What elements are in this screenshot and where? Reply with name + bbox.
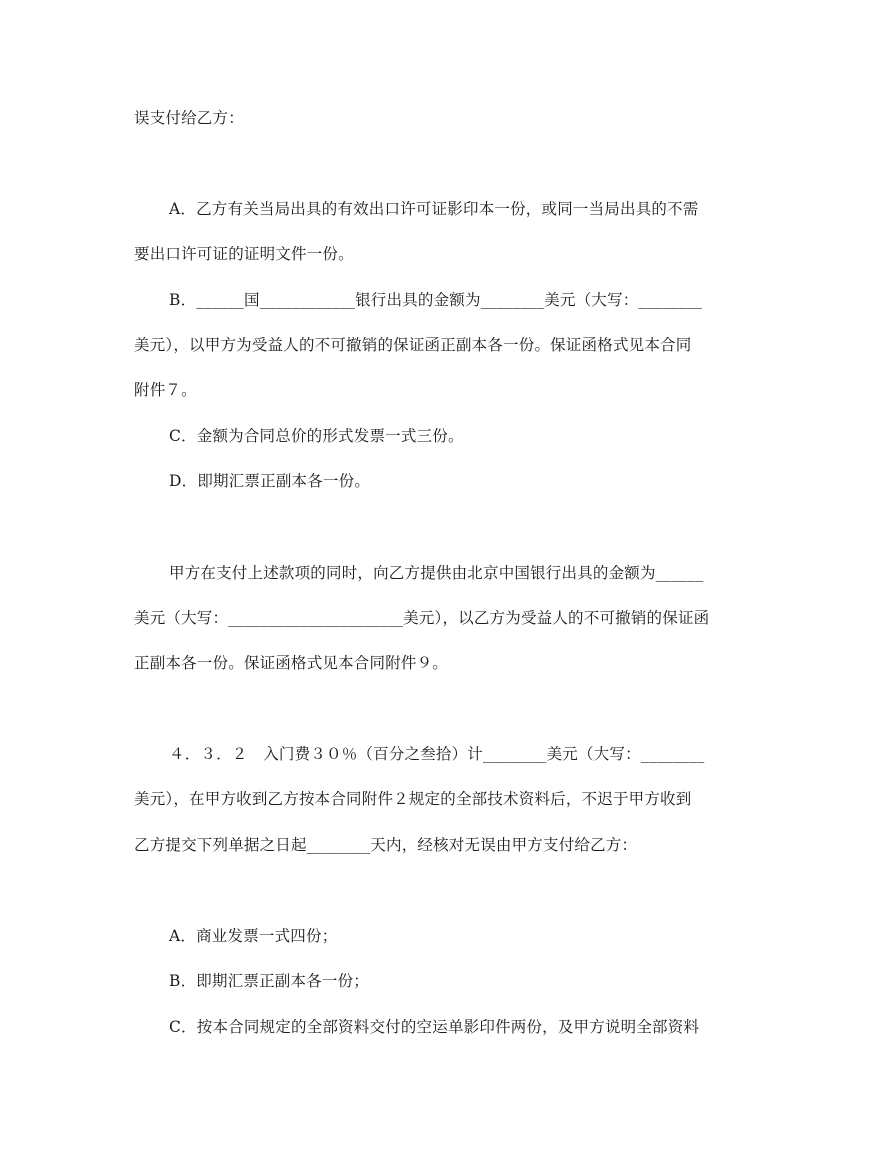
item-b-line-1: B．______国____________银行出具的金额为________美元（大写：________	[169, 291, 703, 309]
item-a-line-1: A．乙方有关当局出具的有效出口许可证影印本一份，或同一当局出具的不需	[169, 200, 699, 218]
item-d-line: D．即期汇票正副本各一份。	[169, 472, 371, 490]
item-c-line: C．金额为合同总价的形式发票一式三份。	[169, 427, 464, 445]
item-b-line-2: 美元），以甲方为受益人的不可撤销的保证函正副本各一份。保证函格式见本合同	[134, 336, 692, 354]
text-line-continuation: 误支付给乙方：	[134, 109, 244, 127]
doc-item-a-line: A．商业发票一式四份；	[169, 927, 338, 945]
paragraph-guarantee-line-2: 美元（大写：______________________美元），以乙方为受益人的不可撤销的保证函	[134, 609, 710, 627]
clause-4-3-2-line-2: 美元），在甲方收到乙方按本合同附件２规定的全部技术资料后，不迟于甲方收到	[134, 790, 692, 808]
paragraph-guarantee-line-1: 甲方在支付上述款项的同时，向乙方提供由北京中国银行出具的金额为______	[169, 564, 704, 582]
item-b-line-3: 附件７。	[134, 381, 197, 399]
item-a-line-2: 要出口许可证的证明文件一份。	[134, 245, 354, 263]
clause-4-3-2-line-3: 乙方提交下列单据之日起________天内，经核对无误由甲方支付给乙方：	[134, 836, 638, 854]
doc-item-b-line: B．即期汇票正副本各一份；	[169, 972, 369, 990]
doc-item-c-line: C．按本合同规定的全部资料交付的空运单影印件两份，及甲方说明全部资料	[169, 1018, 700, 1036]
clause-4-3-2-line-1: ４．３．２ 入门费３０％（百分之叁拾）计________美元（大写：________	[169, 745, 705, 763]
paragraph-guarantee-line-3: 正副本各一份。保证函格式见本合同附件９。	[134, 654, 449, 672]
